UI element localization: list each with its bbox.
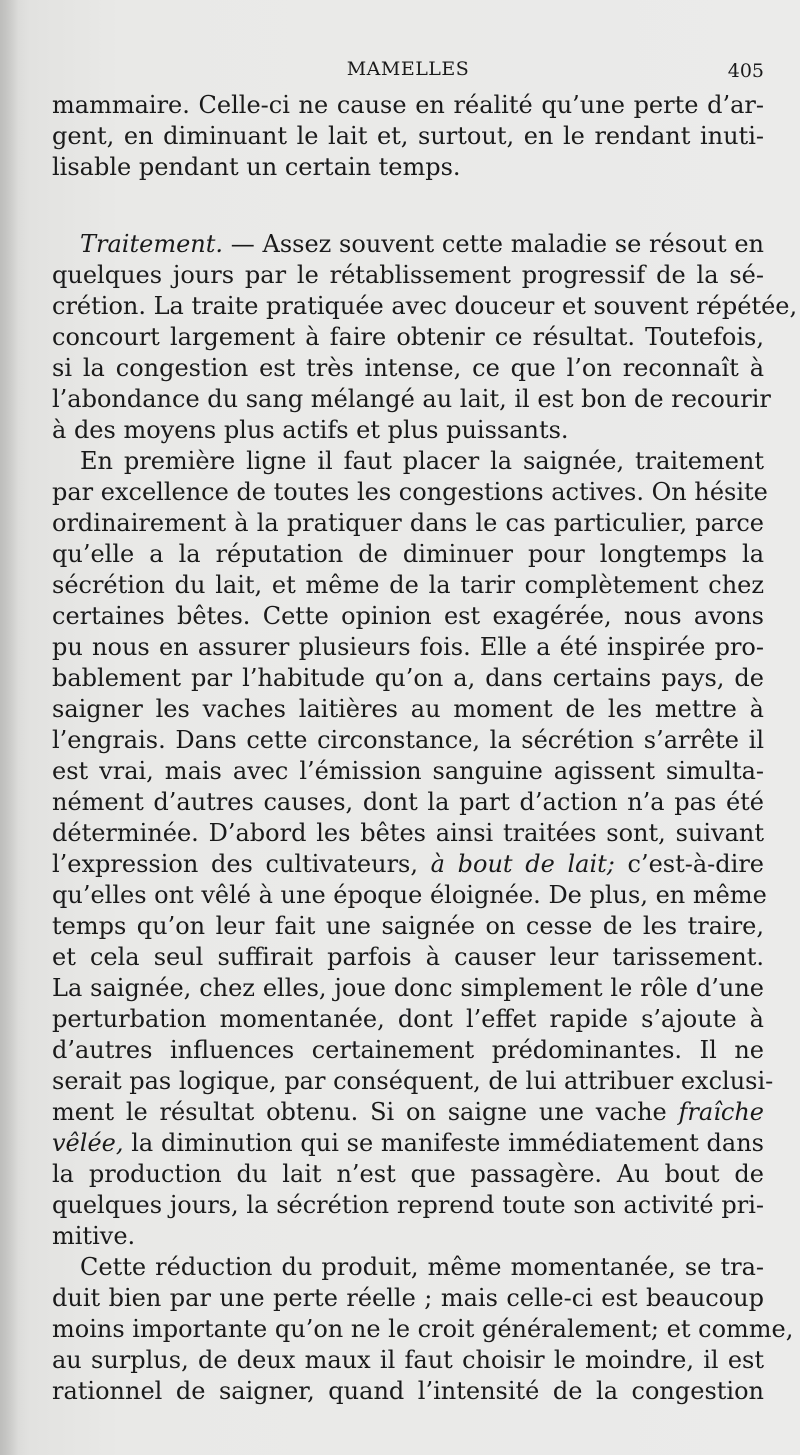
text-line: mammaire. Celle-ci ne cause en réalité qu’une perte d’ar- (52, 91, 764, 119)
section-heading: Traitement. (80, 230, 224, 258)
text-run: l’expression des cultivateurs, (52, 850, 431, 878)
text-run: c’est-à-dire (614, 850, 765, 878)
text-line: ordinairement à la pratiquer dans le cas particulier, parce (52, 509, 764, 537)
paragraph (52, 90, 764, 183)
paragraph (52, 1252, 794, 1407)
text-line: saigner les vaches laitières au moment de les mettre à (52, 695, 764, 723)
text-run: ment le résultat obtenu. Si on saigne une vache (52, 1098, 679, 1126)
text-line: sécrétion du lait, et même de la tarir complètement chez (52, 571, 764, 599)
text-line: serait pas logique, par conséquent, de lui attribuer exclusi- (52, 1067, 774, 1095)
body-text (52, 90, 798, 1407)
text-line: Cette réduction du produit, même momentanée, se tra- (80, 1253, 764, 1281)
text-line: lisable pendant un certain temps. (52, 153, 461, 181)
text-line (52, 1128, 764, 1159)
text-line: gent, en diminuant le lait et, surtout, en le rendant inuti- (52, 122, 764, 150)
paragraph (52, 446, 774, 1252)
page-gutter-shadow (0, 0, 18, 1455)
text-line: si la congestion est très intense, ce que l’on reconnaît à (52, 354, 764, 382)
text-line: mitive. (52, 1222, 136, 1250)
running-title: MAMELLES (346, 58, 470, 80)
page-number: 405 (727, 60, 764, 82)
text-line: temps qu’on leur fait une saignée on cesse de les traire, (52, 912, 764, 940)
text-line (52, 1097, 764, 1128)
text-line: moins importante qu’on ne le croit généralement; et comme, (52, 1315, 794, 1343)
text-line: qu’elle a la réputation de diminuer pour longtemps la (52, 540, 764, 568)
text-line: concourt largement à faire obtenir ce résultat. Toutefois, (52, 323, 764, 351)
text-line: la production du lait n’est que passagère. Au bout de (52, 1160, 764, 1188)
text-line: La saignée, chez elles, joue donc simplement le rôle d’une (52, 974, 764, 1002)
text-line: rationnel de saigner, quand l’intensité de la congestion (52, 1377, 764, 1405)
text-line: par excellence de toutes les congestions actives. On hésite (52, 478, 768, 506)
text-line: certaines bêtes. Cette opinion est exagérée, nous avons (52, 602, 764, 630)
text-line: nément d’autres causes, dont la part d’action n’a pas été (52, 788, 764, 816)
text-run: la diminution qui se manifeste immédiatement dans (123, 1129, 764, 1157)
text-line (52, 849, 764, 880)
text-line: l’abondance du sang mélangé au lait, il est bon de recourir (52, 385, 771, 413)
text-line: crétion. La traite pratiquée avec douceur et souvent répétée, (52, 292, 798, 320)
text-line: perturbation momentanée, dont l’effet rapide s’ajoute à (52, 1005, 764, 1033)
text-line: au surplus, de deux maux il faut choisir le moindre, il est (52, 1346, 764, 1374)
text-line: à des moyens plus actifs et plus puissants. (52, 416, 569, 444)
text-line: pu nous en assurer plusieurs fois. Elle a été inspirée pro- (52, 633, 764, 661)
text-line: l’engrais. Dans cette circonstance, la sécrétion s’arrête il (52, 726, 764, 754)
text-line: bablement par l’habitude qu’on a, dans certains pays, de (52, 664, 764, 692)
paragraph-gap (52, 183, 764, 229)
text-line: qu’elles ont vêlé à une époque éloignée. De plus, en même (52, 881, 767, 909)
italic-phrase: à bout de lait; (430, 850, 615, 878)
text-line: En première ligne il faut placer la saignée, traitement (80, 447, 764, 475)
text-run: — Assez souvent cette maladie se résout en (223, 230, 764, 258)
text-line: d’autres influences certainement prédominantes. Il ne (52, 1036, 764, 1064)
text-line: duit bien par une perte réelle ; mais celle-ci est beaucoup (52, 1284, 764, 1312)
paragraph (52, 229, 798, 446)
italic-phrase: fraîche (678, 1098, 764, 1126)
text-line: est vrai, mais avec l’émission sanguine agissent simulta- (52, 757, 764, 785)
text-line: déterminée. D’abord les bêtes ainsi traitées sont, suivant (52, 819, 764, 847)
page-header (52, 58, 764, 86)
text-line: quelques jours par le rétablissement progressif de la sé- (52, 261, 764, 289)
italic-phrase: vêlée, (52, 1129, 124, 1157)
text-line: et cela seul suffirait parfois à causer leur tarissement. (52, 943, 764, 971)
text-line (52, 229, 764, 260)
text-line: quelques jours, la sécrétion reprend toute son activité pri- (52, 1191, 764, 1219)
